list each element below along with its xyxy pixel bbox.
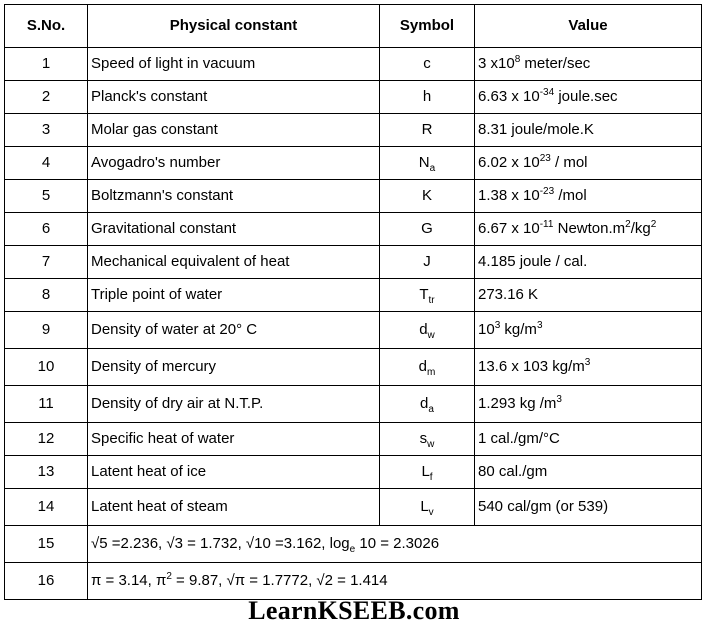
table-row: [5, 147, 702, 180]
row-value: 4.185 joule / cal.: [475, 246, 702, 279]
table-row: [5, 279, 702, 312]
row-symbol: $L_f$: [380, 456, 475, 489]
row-symbol: $L_v$: [380, 489, 475, 526]
row-constant-name: Speed of light in vacuum: [88, 48, 380, 81]
table-header-row: [5, 5, 702, 48]
row-sno: 6: [5, 213, 88, 246]
row-constant-name: Latent heat of steam: [88, 489, 380, 526]
row-symbol: h: [380, 81, 475, 114]
row-value: 6.63 x $10^{-34}$ joule.sec: [475, 81, 702, 114]
table-row: [5, 312, 702, 349]
table-row: [5, 81, 702, 114]
table-row: [5, 213, 702, 246]
row-constant-name: Molar gas constant: [88, 114, 380, 147]
row-constant-name: Boltzmann's constant: [88, 180, 380, 213]
row-value: 80 cal./gm: [475, 456, 702, 489]
row-value: 540 cal/gm (or 539): [475, 489, 702, 526]
row-value: 1.38 x $10^{-23}$ /mol: [475, 180, 702, 213]
table-row: [5, 114, 702, 147]
row-constants-summary: π = 3.14, $\pi^2 = 9.87$, √π = 1.7772, √2 = 1.414: [88, 563, 702, 600]
row-value: 13.6 x 103 $kg/m^3$: [475, 349, 702, 386]
row-sno: 1: [5, 48, 88, 81]
row-sno: 15: [5, 526, 88, 563]
row-constant-name: Planck's constant: [88, 81, 380, 114]
row-value: $10^3$ $kg/m^3$: [475, 312, 702, 349]
row-sno: 2: [5, 81, 88, 114]
row-value: 8.31 joule/mole.K: [475, 114, 702, 147]
row-constant-name: Density of dry air at N.T.P.: [88, 386, 380, 423]
row-sno: 11: [5, 386, 88, 423]
header-constant: Physical constant: [88, 5, 380, 48]
header-symbol: Symbol: [380, 5, 475, 48]
row-symbol: $d_a$: [380, 386, 475, 423]
table-row: [5, 246, 702, 279]
row-symbol: $T_{tr}$: [380, 279, 475, 312]
row-symbol: J: [380, 246, 475, 279]
row-symbol: K: [380, 180, 475, 213]
row-value: 6.67 x $10^{-11}$ $Newton.m^2/kg^2$: [475, 213, 702, 246]
row-symbol: c: [380, 48, 475, 81]
row-symbol: $s_w$: [380, 423, 475, 456]
row-constant-name: Latent heat of ice: [88, 456, 380, 489]
physical-constants-table: [4, 4, 702, 600]
row-sno: 9: [5, 312, 88, 349]
row-symbol: $N_a$: [380, 147, 475, 180]
row-sno: 10: [5, 349, 88, 386]
row-sno: 8: [5, 279, 88, 312]
table-row: [5, 48, 702, 81]
row-sno: 4: [5, 147, 88, 180]
row-sno: 13: [5, 456, 88, 489]
row-constant-name: Avogadro's number: [88, 147, 380, 180]
row-sno: 14: [5, 489, 88, 526]
table-row: [5, 456, 702, 489]
table-row: [5, 180, 702, 213]
row-value: 1 cal./gm/°C: [475, 423, 702, 456]
row-sno: 3: [5, 114, 88, 147]
row-constant-name: Specific heat of water: [88, 423, 380, 456]
row-value: 1.293 kg $/m^3$: [475, 386, 702, 423]
row-sno: 5: [5, 180, 88, 213]
table-row: [5, 349, 702, 386]
row-symbol: $d_w$: [380, 312, 475, 349]
row-constant-name: Mechanical equivalent of heat: [88, 246, 380, 279]
header-sno: S.No.: [5, 5, 88, 48]
row-symbol: $d_m$: [380, 349, 475, 386]
table-row: [5, 386, 702, 423]
site-watermark: LearnKSEEB.com: [248, 596, 460, 625]
row-constant-name: Triple point of water: [88, 279, 380, 312]
row-constant-name: Density of water at 20° C: [88, 312, 380, 349]
row-constants-summary: √5 =2.236, √3 = 1.732, √10 =3.162, $\log_e 10 = 2.3026$: [88, 526, 702, 563]
table-row: [5, 526, 702, 563]
table-row: [5, 423, 702, 456]
row-symbol: R: [380, 114, 475, 147]
row-value: 6.02 x $10^{23}$ / mol: [475, 147, 702, 180]
row-sno: 16: [5, 563, 88, 600]
row-constant-name: Gravitational constant: [88, 213, 380, 246]
row-sno: 7: [5, 246, 88, 279]
row-sno: 12: [5, 423, 88, 456]
row-value: 273.16 K: [475, 279, 702, 312]
header-value: Value: [475, 5, 702, 48]
table-row: [5, 489, 702, 526]
table-row: [5, 563, 702, 600]
row-symbol: G: [380, 213, 475, 246]
row-value: 3 $x10^8$ meter/sec: [475, 48, 702, 81]
row-constant-name: Density of mercury: [88, 349, 380, 386]
